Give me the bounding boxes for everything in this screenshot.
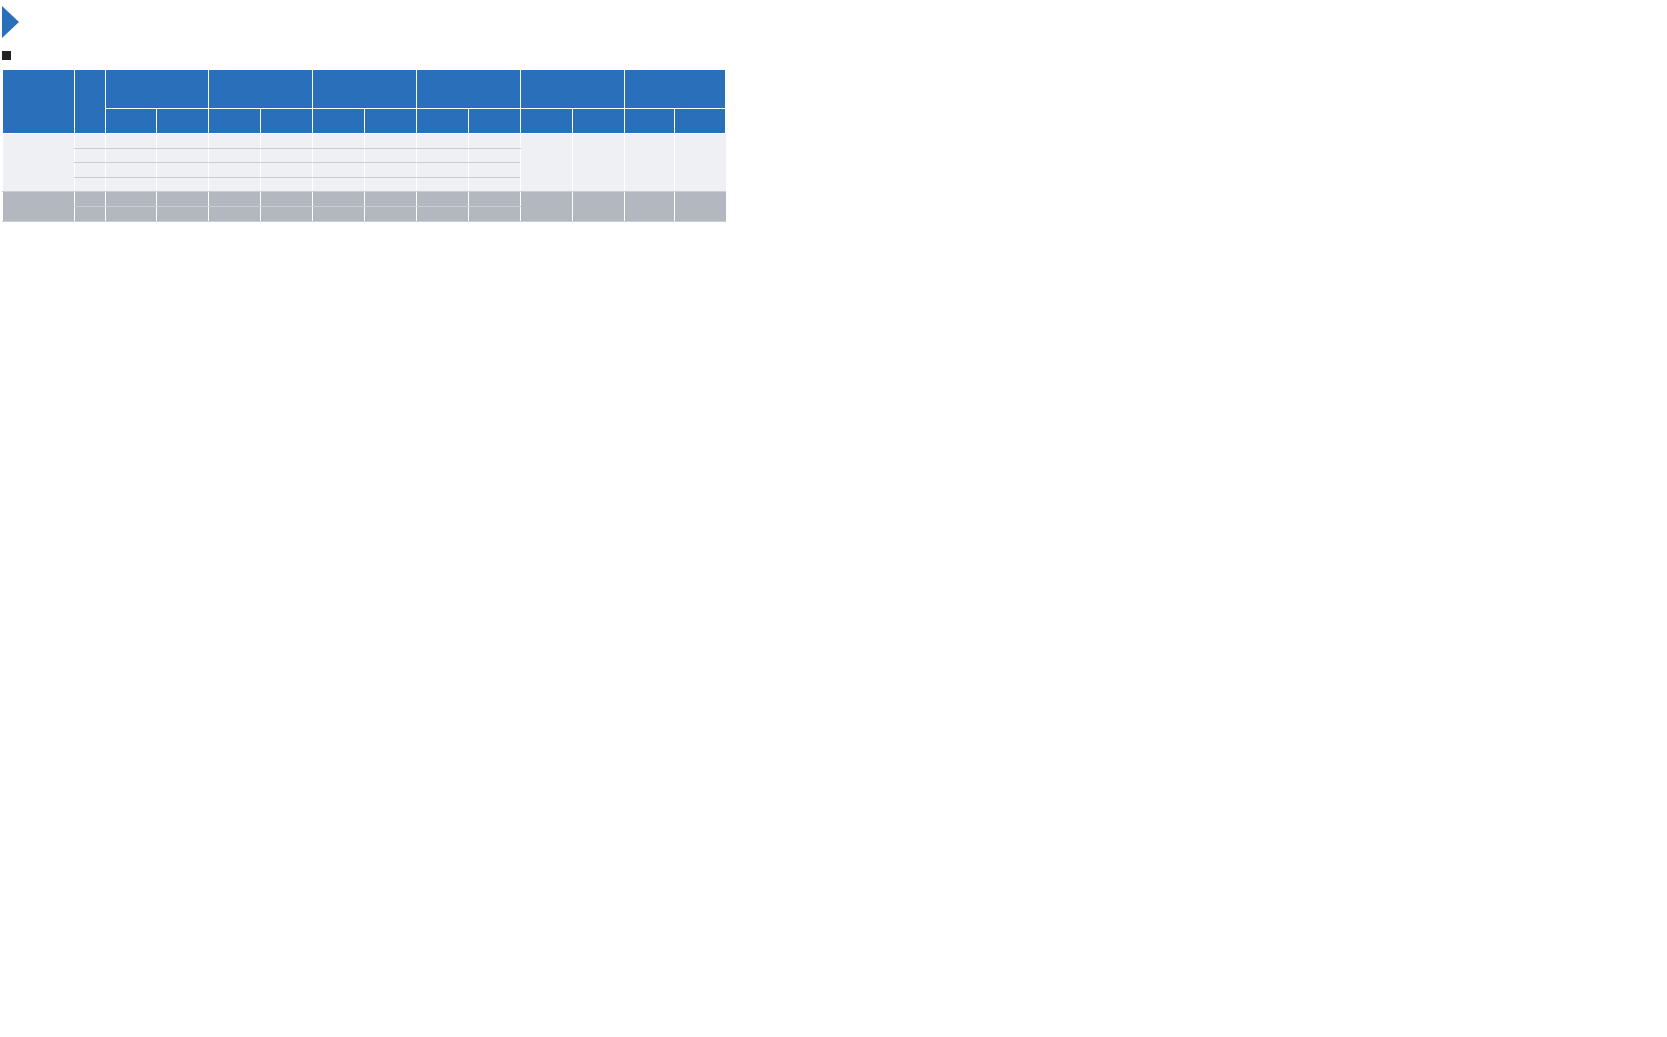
cell: [157, 134, 209, 149]
cell: [469, 177, 521, 192]
avg-speed-grease: [675, 192, 726, 221]
unit-kgfm: [261, 109, 313, 134]
cell: [313, 177, 365, 192]
cell: [209, 206, 261, 221]
cell: [157, 206, 209, 221]
table-row: [3, 192, 726, 207]
section-marker-icon: [2, 6, 19, 38]
cell: [157, 192, 209, 207]
col-startstop-torque: [209, 70, 313, 109]
cell: [313, 206, 365, 221]
cell: [75, 163, 106, 178]
unit-oil: [625, 109, 675, 134]
cell: [157, 163, 209, 178]
max-speed-grease: [573, 134, 625, 192]
cell: [75, 134, 106, 149]
avg-speed-oil: [625, 134, 675, 192]
cell: [469, 163, 521, 178]
cell: [209, 163, 261, 178]
unit-grease: [675, 109, 726, 134]
cell: [75, 148, 106, 163]
cell: [417, 134, 469, 149]
cell: [75, 192, 106, 207]
cell: [417, 148, 469, 163]
cell: [313, 148, 365, 163]
cell: [261, 206, 313, 221]
series-label: [2, 51, 16, 60]
cell: [417, 177, 469, 192]
cell: [209, 134, 261, 149]
unit-kgfm: [469, 109, 521, 134]
cell: [75, 177, 106, 192]
unit-nm: [106, 109, 157, 134]
cell: [469, 192, 521, 207]
cell: [469, 206, 521, 221]
cell: [365, 206, 417, 221]
rated-table: [2, 69, 726, 222]
avg-speed-grease: [675, 134, 726, 192]
cell: [106, 192, 157, 207]
table-row: [3, 134, 726, 149]
cell: [261, 148, 313, 163]
cell: [417, 163, 469, 178]
unit-kgfm: [365, 109, 417, 134]
cell: [106, 134, 157, 149]
unit-nm: [209, 109, 261, 134]
col-rated-torque: [106, 70, 209, 109]
max-speed-grease: [573, 192, 625, 221]
cell: [209, 192, 261, 207]
col-avg-speed: [625, 70, 726, 109]
cell: [106, 177, 157, 192]
cell: [417, 192, 469, 207]
col-avg-load-torque: [313, 70, 417, 109]
cell: [261, 163, 313, 178]
unit-nm: [313, 109, 365, 134]
cell: [261, 134, 313, 149]
cell: [157, 148, 209, 163]
unit-kgfm: [157, 109, 209, 134]
cell: [417, 206, 469, 221]
max-speed-oil: [521, 134, 573, 192]
cell: [365, 163, 417, 178]
cell: [209, 177, 261, 192]
cell: [365, 177, 417, 192]
cell: [365, 192, 417, 207]
series-bullet-icon: [2, 51, 11, 60]
cell: [469, 148, 521, 163]
cell: [313, 192, 365, 207]
col-momentary-torque: [417, 70, 521, 109]
col-ratio: [75, 70, 106, 134]
model-cell: [3, 192, 75, 221]
cell: [365, 148, 417, 163]
cell: [313, 134, 365, 149]
cell: [313, 163, 365, 178]
cell: [209, 148, 261, 163]
cell: [106, 148, 157, 163]
model-cell: [3, 134, 75, 192]
col-max-speed: [521, 70, 625, 109]
cell: [365, 134, 417, 149]
avg-speed-oil: [625, 192, 675, 221]
unit-oil: [521, 109, 573, 134]
unit-nm: [417, 109, 469, 134]
cell: [75, 206, 106, 221]
col-model: [3, 70, 75, 134]
cell: [469, 134, 521, 149]
rated-heading: [2, 6, 27, 38]
cell: [261, 192, 313, 207]
cell: [106, 206, 157, 221]
cell: [261, 177, 313, 192]
cell: [157, 177, 209, 192]
max-speed-oil: [521, 192, 573, 221]
cell: [106, 163, 157, 178]
unit-grease: [573, 109, 625, 134]
